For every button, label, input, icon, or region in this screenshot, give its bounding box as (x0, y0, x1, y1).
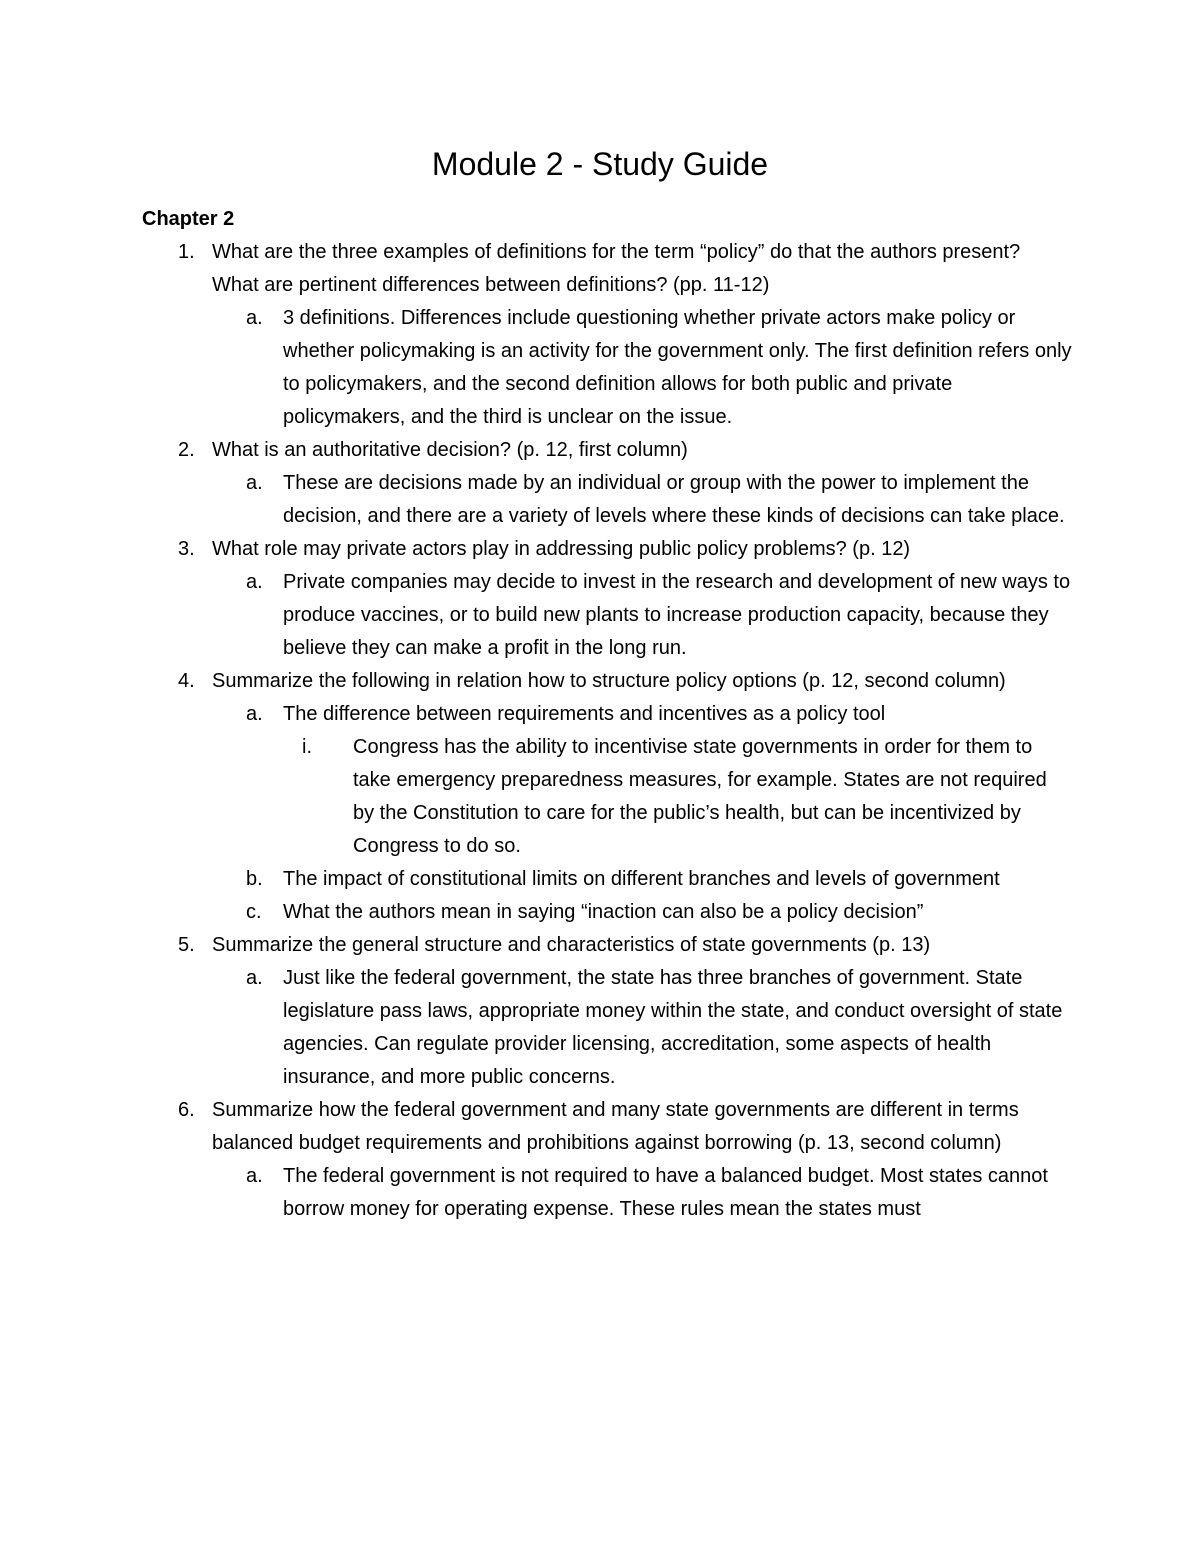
list-letter: a. (246, 472, 263, 494)
list-letter: b. (246, 868, 263, 890)
answer-text: Private companies may decide to invest in the research and development of new ways to produce vaccines, or to build new plants to increase production capacity, because they believe they can make a profit in the long run. (283, 571, 1071, 659)
question-text: Summarize the general structure and characteristics of state governments (p. 13) (212, 934, 931, 956)
chapter-heading: Chapter 2 (142, 208, 235, 230)
question-text: What is an authoritative decision? (p. 12, first column) (212, 439, 688, 461)
list-letter: a. (246, 571, 263, 593)
question-text: Summarize how the federal government and many state governments are different in terms balanced budget requirements and prohibitions against borrowing (p. 13, second column) (212, 1099, 1019, 1154)
question-item (142, 1094, 1072, 1160)
answer-text: These are decisions made by an individual or group with the power to implement the decision, and there are a variety of levels where these kinds of decisions can take place. (283, 472, 1065, 527)
list-letter: a. (246, 1165, 263, 1187)
answer-text: The federal government is not required to have a balanced budget. Most states cannot borrow money for operating expense. These rules mean the states must (283, 1165, 1048, 1220)
document-body (142, 203, 1072, 1226)
list-number: 6. (178, 1099, 195, 1121)
answer-item (142, 731, 1072, 863)
question-text: Summarize the following in relation how to structure policy options (p. 12, second column) (212, 670, 1006, 692)
list-letter: a. (246, 703, 263, 725)
question-item (142, 434, 1072, 467)
subquestion-text: The impact of constitutional limits on different branches and levels of government (283, 868, 1000, 890)
question-text: What role may private actors play in addressing public policy problems? (p. 12) (212, 538, 911, 560)
list-number: 2. (178, 439, 195, 461)
subquestion-item (142, 698, 1072, 731)
answer-text: Just like the federal government, the state has three branches of government. State legislature pass laws, appropriate money within the state, and conduct oversight of state agencies. Can regulate provider licensing, accreditation, some aspects of health insurance, and more public concerns. (283, 967, 1063, 1088)
list-letter: a. (246, 967, 263, 989)
answer-item (142, 962, 1072, 1094)
answer-item (142, 467, 1072, 533)
subquestion-item (142, 896, 1072, 929)
list-number: 4. (178, 670, 195, 692)
list-roman: i. (302, 736, 312, 758)
subquestion-text: The difference between requirements and incentives as a policy tool (283, 703, 886, 725)
question-item (142, 929, 1072, 962)
list-number: 1. (178, 241, 195, 263)
list-letter: c. (246, 901, 262, 923)
subquestion-item (142, 863, 1072, 896)
answer-item (142, 1160, 1072, 1226)
list-letter: a. (246, 307, 263, 329)
question-item (142, 665, 1072, 698)
answer-text: 3 definitions. Differences include questioning whether private actors make policy or whether policymaking is an activity for the government only. The first definition refers only to policymakers, and the second definition allows for both public and private policymakers, and the third is unclear on the issue. (283, 307, 1072, 428)
list-number: 5. (178, 934, 195, 956)
document-title: Module 2 - Study Guide (431, 146, 769, 182)
question-item (142, 533, 1072, 566)
answer-item (142, 302, 1072, 434)
answer-item (142, 566, 1072, 665)
list-number: 3. (178, 538, 195, 560)
question-text: What are the three examples of definitions for the term “policy” do that the authors present? What are pertinent differences between definitions? (pp. 11-12) (212, 241, 1021, 296)
question-item (142, 236, 1072, 302)
answer-text: Congress has the ability to incentivise state governments in order for them to take emergency preparedness measures, for example. States are not required by the Constitution to care for the public’s health, but can be incentivized by Congress to do so. (353, 736, 1047, 857)
subquestion-text: What the authors mean in saying “inaction can also be a policy decision” (283, 901, 924, 923)
